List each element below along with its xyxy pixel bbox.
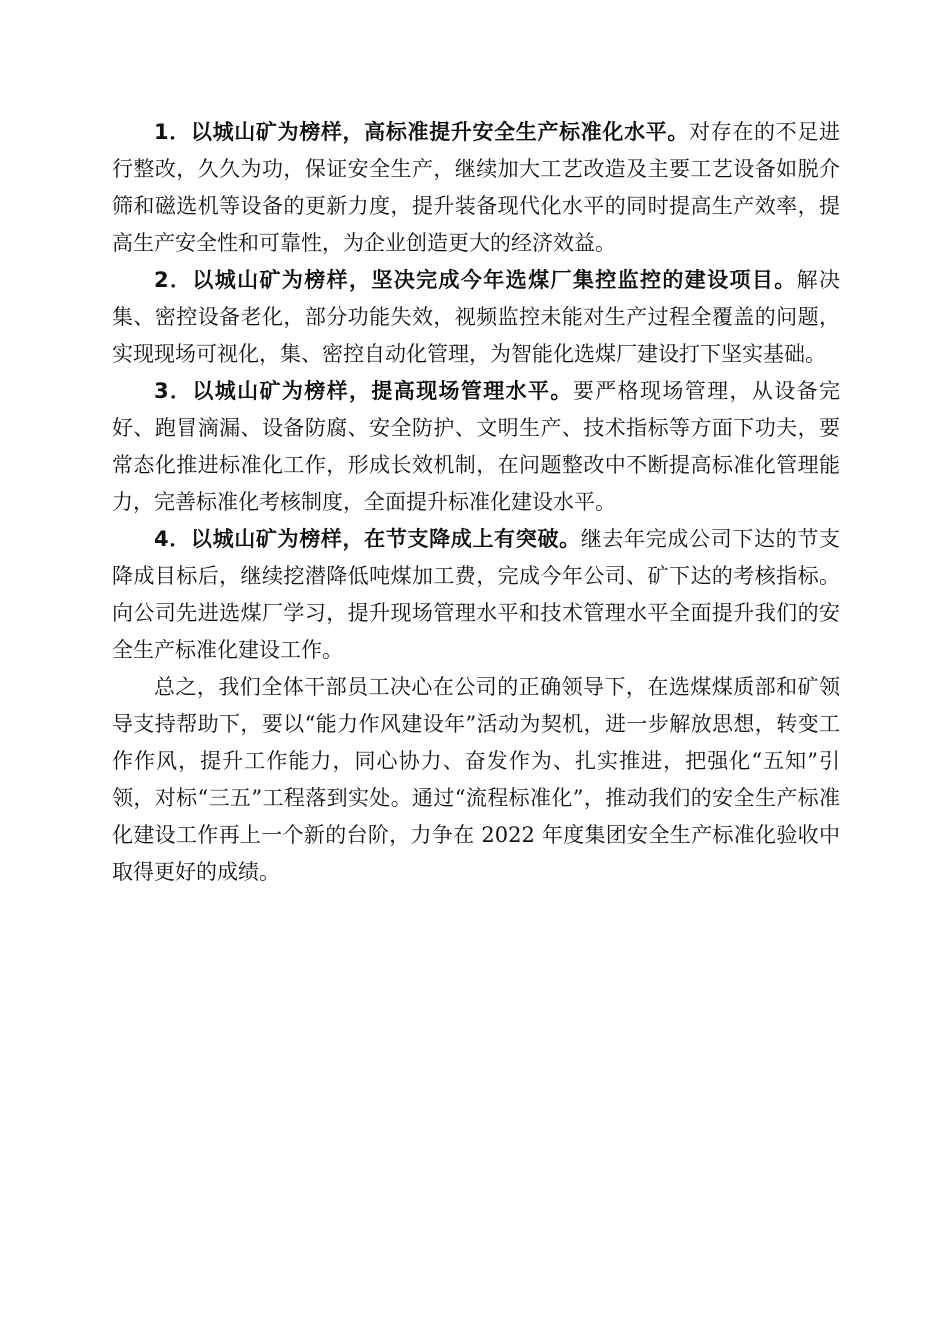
- paragraph-1-heading: 1．以城山矿为榜样，高标准提升安全生产标准化水平。: [154, 120, 690, 144]
- paragraph-2: [112, 262, 840, 373]
- paragraph-1-body: 对存在的不足进行整改，久久为功，保证安全生产，继续加大工艺改造及主要工艺设备如脱介筛和磁选机等设备的更新力度，提升装备现代化水平的同时提高生产效率，提高生产安全性和可靠性，为企业创造更大的经济效益。: [112, 120, 840, 255]
- paragraph-3-heading: 3．以城山矿为榜样，提高现场管理水平。: [154, 379, 573, 403]
- paragraph-4-body: 继去年完成公司下达的节支降成目标后，继续挖潜降低吨煤加工费，完成今年公司、矿下达的考核指标。向公司先进选煤厂学习，提升现场管理水平和技术管理水平全面提升我们的安全生产标准化建设工作。: [112, 527, 840, 662]
- document-page: [112, 114, 840, 891]
- paragraph-4-heading: 4．以城山矿为榜样，在节支降成上有突破。: [154, 527, 581, 551]
- paragraph-2-heading: 2．以城山矿为榜样，坚决完成今年选煤厂集控监控的建设项目。: [154, 268, 797, 292]
- paragraph-4: [112, 521, 840, 669]
- conclusion-body: 总之，我们全体干部员工决心在公司的正确领导下，在选煤煤质部和矿领导支持帮助下，要以“能力作风建设年”活动为契机，进一步解放思想，转变工作作风，提升工作能力，同心协力、奋发作为、扎实推进，把强化“五知”引领，对标“三五”工程落到实处。通过“流程标准化”，推动我们的安全生产标准化建设工作再上一个新的台阶，力争在 2022 年度集团安全生产标准化验收中取得更好的成绩。: [112, 675, 840, 884]
- paragraph-3: [112, 373, 840, 521]
- paragraph-3-body: 要严格现场管理，从设备完好、跑冒滴漏、设备防腐、安全防护、文明生产、技术指标等方面下功夫，要常态化推进标准化工作，形成长效机制，在问题整改中不断提高标准化管理能力，完善标准化考核制度，全面提升标准化建设水平。: [112, 379, 840, 514]
- paragraph-1: [112, 114, 840, 262]
- conclusion-paragraph: [112, 669, 840, 891]
- paragraph-2-body: 解决集、密控设备老化，部分功能失效，视频监控未能对生产过程全覆盖的问题，实现现场可视化，集、密控自动化管理，为智能化选煤厂建设打下坚实基础。: [112, 268, 841, 366]
